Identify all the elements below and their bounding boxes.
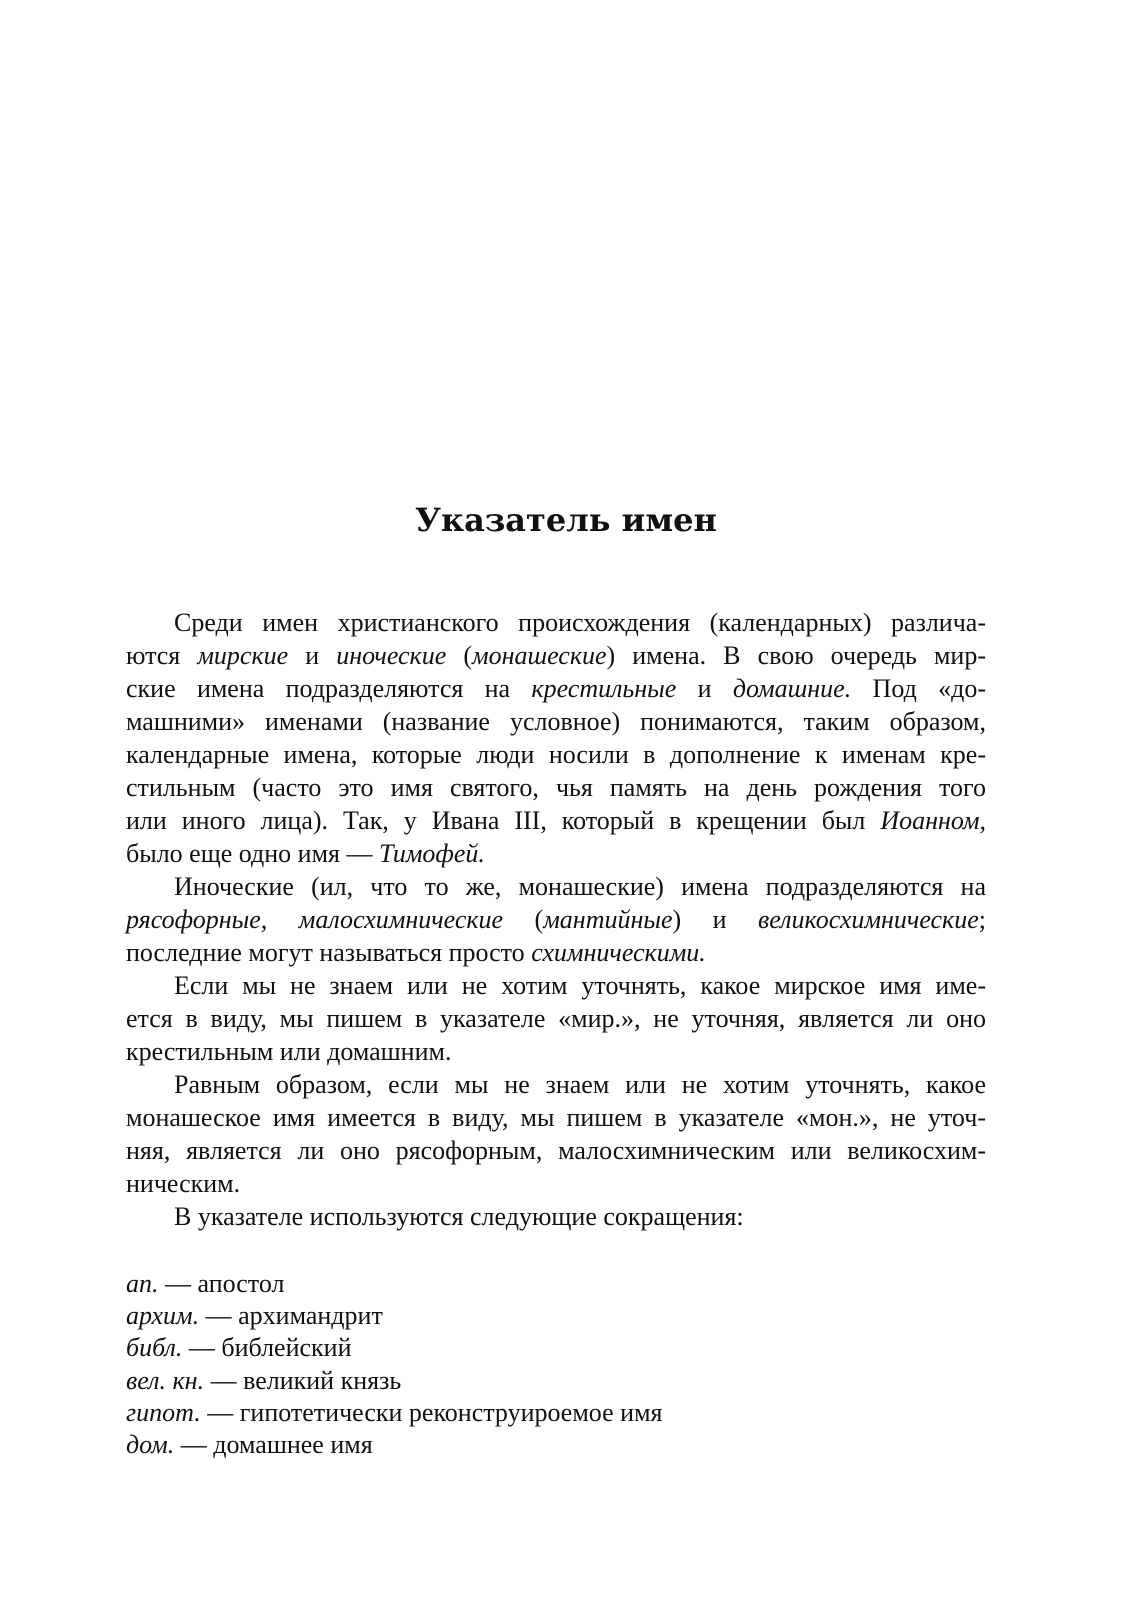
abbreviation-term: вел. кн. xyxy=(126,1365,205,1395)
text-line xyxy=(126,1002,986,1035)
abbreviation-dash: — xyxy=(158,1269,198,1298)
text-run: ется в виду, мы пишем в указателе «мир.», не уточняя, является ли оно xyxy=(126,1004,986,1033)
abbreviation-dash: — xyxy=(182,1333,222,1363)
text-run xyxy=(267,905,298,934)
italic-term: великосхимнические xyxy=(758,905,979,934)
text-run: и xyxy=(676,674,733,703)
text-run: Иноческие (ил, что то же, монашеские) имена подразделяются на xyxy=(174,872,986,901)
italic-term: рясофорные, xyxy=(126,905,268,934)
text-line xyxy=(126,936,986,969)
abbreviation-dash: — xyxy=(199,1301,239,1331)
text-line xyxy=(126,804,986,837)
abbreviation-term: ап. xyxy=(126,1269,159,1298)
text-line xyxy=(126,1068,986,1101)
text-run: машними» именами (название условное) понимаются, таким образом, xyxy=(126,707,986,736)
text-run: было еще одно имя — xyxy=(126,839,379,868)
abbreviation-item xyxy=(126,1332,986,1364)
text-line xyxy=(126,639,986,672)
text-line xyxy=(126,1200,986,1233)
text-run: монашеское имя имеется в виду, мы пишем в указателе «мон.», не уточ- xyxy=(126,1103,986,1132)
text-line xyxy=(126,969,986,1002)
text-run: ются xyxy=(126,641,198,670)
abbreviation-meaning: архимандрит xyxy=(238,1301,383,1331)
text-run: В указателе используются следующие сокращения: xyxy=(174,1202,744,1231)
italic-term: Тимофей. xyxy=(379,839,485,868)
text-run: или иного лица). Так, у Ивана III, который в крещении был xyxy=(126,806,881,835)
abbreviation-meaning: гипотетически реконструироемое имя xyxy=(239,1397,663,1427)
text-line xyxy=(126,672,986,705)
abbreviation-meaning: великий князь xyxy=(243,1365,402,1395)
text-line xyxy=(126,606,986,639)
text-line xyxy=(126,1035,986,1068)
abbreviation-item xyxy=(126,1365,986,1397)
abbreviation-dash: — xyxy=(200,1397,240,1427)
text-run: последние могут называться просто xyxy=(126,938,532,967)
italic-term: крестильные xyxy=(531,674,677,703)
paragraph xyxy=(126,1200,986,1233)
abbreviation-dash: — xyxy=(204,1365,244,1395)
paragraph xyxy=(126,1068,986,1200)
paragraph xyxy=(126,969,986,1068)
text-run: календарные имена, которые люди носили в дополнение к именам кре- xyxy=(126,740,986,769)
text-run: ( xyxy=(446,641,472,670)
abbreviation-meaning: апостол xyxy=(197,1269,285,1298)
abbreviation-term: библ. xyxy=(126,1333,183,1363)
italic-term: мирские xyxy=(197,641,289,670)
paragraph xyxy=(126,606,986,870)
body-text xyxy=(126,606,986,1233)
abbreviation-term: архим. xyxy=(126,1301,200,1331)
text-line xyxy=(126,903,986,936)
abbreviation-dash: — xyxy=(174,1430,214,1460)
text-run: няя, является ли оно рясофорным, малосхимническим или великосхим- xyxy=(126,1136,986,1165)
abbreviation-item xyxy=(126,1300,986,1332)
text-line xyxy=(126,837,986,870)
abbreviation-item xyxy=(126,1397,986,1429)
abbreviation-item xyxy=(126,1268,986,1300)
abbreviation-meaning: библейский xyxy=(221,1333,352,1363)
text-line xyxy=(126,1134,986,1167)
text-line xyxy=(126,1101,986,1134)
text-line xyxy=(126,1167,986,1200)
italic-term: домашние. xyxy=(732,674,852,703)
text-run: ) и xyxy=(672,905,758,934)
text-line xyxy=(126,738,986,771)
text-run: ; xyxy=(978,905,986,934)
text-run: Равным образом, если мы не знаем или не хотим уточнять, какое xyxy=(174,1070,986,1099)
abbreviation-term: дом. xyxy=(126,1430,175,1460)
text-run: стильным (часто это имя святого, чья память на день рождения того xyxy=(126,773,986,802)
text-line xyxy=(126,705,986,738)
text-line xyxy=(126,870,986,903)
italic-term: иноческие xyxy=(336,641,447,670)
text-run: Под «до- xyxy=(851,674,986,703)
abbreviation-list xyxy=(126,1268,986,1461)
text-run: Среди имен христианского происхождения (календарных) различа- xyxy=(174,608,986,637)
abbreviation-meaning: домашнее имя xyxy=(213,1430,373,1460)
text-run: Если мы не знаем или не хотим уточнять, какое мирское имя име- xyxy=(174,971,986,1000)
text-run: ) имена. В свою очередь мир- xyxy=(606,641,986,670)
text-line xyxy=(126,771,986,804)
italic-term: монашеские xyxy=(471,641,607,670)
page-title: Указатель имен xyxy=(415,501,717,539)
text-run: ническим. xyxy=(126,1169,241,1198)
text-run: крестильным или домашним. xyxy=(126,1037,452,1066)
italic-term: малосхимнические xyxy=(298,905,504,934)
abbreviation-item xyxy=(126,1429,986,1461)
italic-term: схимническими. xyxy=(531,938,706,967)
text-run: и xyxy=(288,641,337,670)
italic-term: Иоанном, xyxy=(880,806,986,835)
abbreviation-term: гипот. xyxy=(126,1397,201,1427)
italic-term: мантийные xyxy=(543,905,673,934)
paragraph xyxy=(126,870,986,969)
text-run: ( xyxy=(503,905,544,934)
text-run: ские имена подразделяются на xyxy=(126,674,532,703)
